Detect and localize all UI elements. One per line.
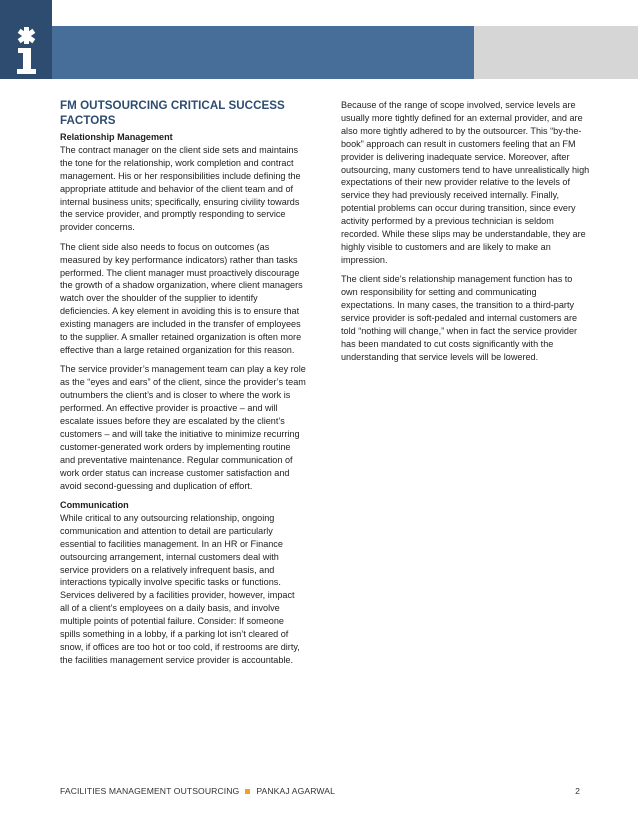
relationship-paragraph-3: The service provider’s management team can play a key role as the “eyes and ears” of the client, since the provider’s team outnumbers the client’s and is closer to where the work is performed. An effective provider is proactive – and will escalate issues before they are escalated by the client’s customers – and will take the initiative to minimize recurring customer-generated work orders by implementing routine and preventative maintenance. Regular communication of work order status can increase customer satisfaction and avoid second-guessing and duplication of effort. xyxy=(60,364,306,491)
communication-paragraph-1: While critical to any outsourcing relationship, ongoing communication and attention to detail are particularly essential to facilities management. In an HR or Finance outsourcing arrangement, internal customers deal with service providers on a relatively infrequent basis, and interactions typically involve specific tasks or functions. Services delivered by a facilities provider, however, impact all of a client’s employees on a daily basis, and involve multiple points of potential failure. Consider: If someone spills something in a lobby, if a parking lot isn’t cleared of snow, if offices are too hot or too cold, if restrooms are dirty, the facilities management service provider is accountable. xyxy=(60,512,300,665)
communication-heading: Communication xyxy=(60,499,129,510)
footer-publication: FACILITIES MANAGEMENT OUTSOURCING xyxy=(60,786,240,796)
footer-author: PANKAJ AGARWAL xyxy=(256,786,335,796)
page-number: 2 xyxy=(575,786,580,796)
relationship-heading: Relationship Management xyxy=(60,132,173,142)
left-column xyxy=(60,99,306,673)
service-levels-paragraph: Because of the range of scope involved, service levels are usually more tightly defined for an external provider, and are also more tightly adhered to by the outsourcer. This “by-the-book” approach can result in customers feeling that an FM provider is delivering inadequate service. Moreover, after outsourcing, many customers tend to have unrealistically high expectations of their new provider relative to the levels of service they had previously received internally. Finally, potential problems can occur during transition, since every activity performed by a previous technician is seldom recorded. While these slips may be understandable, they are highly visible to customers and are likely to make an impression. xyxy=(341,100,590,265)
header-blue-bar xyxy=(52,26,474,79)
asterisk-i-logo-icon xyxy=(10,26,44,76)
relationship-paragraph-2: The client side also needs to focus on outcomes (as measured by key performance indicators) rather than tasks performed. The client manager must proactively discourage the growth of a shadow organization, where client managers watch over the shoulder of the supplier to identify deficiencies. A key element in avoiding this is to ensure that existing managers are included in the transfer of employees to the supplier. A smaller retained organization is often more effective than a large retained organization for this reason. xyxy=(60,241,303,355)
footer-separator-square-icon xyxy=(245,789,250,794)
right-column xyxy=(341,99,591,370)
relationship-paragraph-1: The contract manager on the client side sets and maintains the tone for the relationship, work completion and contract management. His or her responsibilities include defining the appropriate attitude and behavior of the client team and of internal business units; specifically, ensuring civility towards the service provider, and promptly responding to service provider concerns. xyxy=(60,144,301,233)
article-title: FM OUTSOURCING CRITICAL SUCCESS FACTORS xyxy=(60,99,285,127)
page-footer xyxy=(60,786,580,796)
expectations-paragraph: The client side’s relationship management function has to own responsibility for setting and communicating expectations. In many cases, the transition to a third-party service provider is soft-pedaled and internal customers are told “nothing will change,” when in fact the service provider has been mandated to cut costs significantly with the understanding that service levels will be lowered. xyxy=(341,274,578,362)
